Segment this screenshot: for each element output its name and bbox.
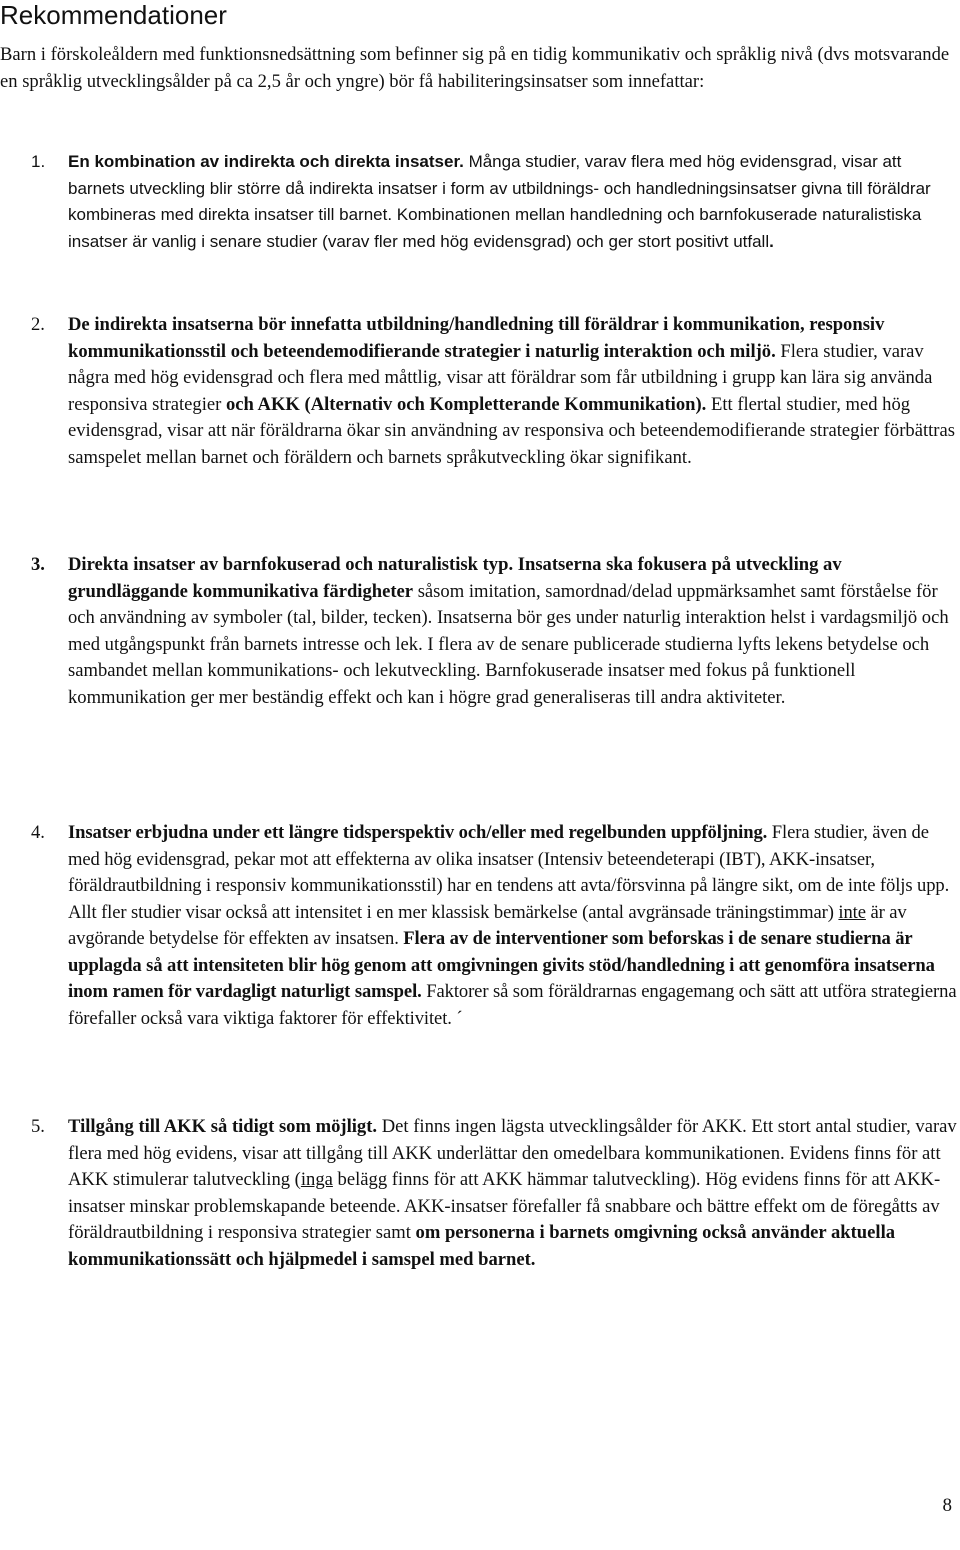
- item-text: [68, 312, 960, 471]
- recommendation-item-3: [0, 552, 960, 711]
- item-number: 4.: [31, 822, 45, 843]
- recommendation-item-1: [0, 149, 960, 255]
- intro-paragraph: Barn i förskoleåldern med funktionsnedsättning som befinner sig på en tidig kommunikativ och språklig nivå (dvs motsvarande en språklig utvecklingsålder på ca 2,5 år och yngre) bör få habiliteringsinsatser som innefattar:: [0, 44, 950, 92]
- item-bold-lead: Tillgång till AKK så tidigt som möjligt.: [68, 1116, 378, 1137]
- item-body-text: såsom imitation, samordnad/delad uppmärksamhet samt förståelse för och användning av symboler (tal, bilder, tecken). Insatserna bör ges under naturlig interaktion helst i vardagsmiljö och med utgångspunkt från barnets intresse och lek. I flera av de senare publicerade studierna lyfts lekens betydelse och sambandet mellan kommunikations- och lekutveckling. Barnfokuserade insatser med fokus på funktionell kommunikation ger mer beständig effekt och kan i högre grad generaliseras till andra aktiviteter.: [68, 580, 949, 708]
- item-trailing-bold: .: [769, 231, 774, 251]
- item-bold-lead: Direkta insatser av barnfokuserad och naturalistisk typ. Insatserna ska fokusera på utveckling av grundläggande kommunikativa färdigheter: [68, 554, 842, 602]
- item-text: [68, 149, 960, 255]
- recommendation-item-2: [0, 312, 960, 471]
- item-body-text: Det finns ingen lägsta utvecklingsålder för AKK. Ett stort antal studier, varav flera med hög evidens, visar att tillgång till AKK underlättar den omedelbara kommunikationen. Evidens finns för att AKK stimulerar talutveckling (: [68, 1116, 957, 1190]
- item-body-text: Ett flertal studier, med hög evidensgrad, visar att när föräldrarna ökar sin användning av responsiva och beteendemodifierande strategier förbättras samspelet mellan barnet och föräldern och barnets språkutveckling ökar signifikant.: [68, 393, 955, 468]
- item-underlined-word: inte: [838, 901, 866, 923]
- item-number: 5.: [31, 1116, 45, 1137]
- recommendation-item-5: [0, 1114, 960, 1273]
- item-text: [68, 552, 960, 711]
- item-bold-mid: Flera av de interventioner som beforskas i de senare studierna är upplagda så att intensiteten blir hög genom att omgivningen givits stöd/handledning i att genomföra insatserna inom ramen för vardagligt naturligt samspel.: [68, 928, 935, 1002]
- item-body-text: belägg finns för att AKK hämmar talutveckling). Hög evidens finns för att AKK-insatser minskar problemskapande beteende. AKK-insatser förefaller få snabbare och bättre effekt om de föregåtts av föräldrautbildning i responsiva strategier samt: [68, 1169, 941, 1243]
- item-bold-lead: Insatser erbjudna under ett längre tidsperspektiv och/eller med regelbunden uppföljning.: [68, 822, 768, 843]
- item-body-text: Faktorer så som föräldrarnas engagemang och sätt att utföra strategierna förefaller också vara viktiga faktorer för effektivitet. ´: [68, 981, 957, 1029]
- item-body-text: är av avgörande betydelse för effekten av insatsen.: [68, 901, 907, 949]
- item-underlined-word: inga: [300, 1169, 333, 1190]
- item-bold-end: om personerna i barnets omgivning också använder aktuella kommunikationssätt och hjälpmedel i samspel med barnet.: [68, 1222, 896, 1270]
- item-number: 1.: [31, 152, 46, 171]
- item-bold-lead: En kombination av indirekta och direkta insatser.: [68, 152, 464, 171]
- item-number: 3.: [31, 554, 45, 575]
- item-body-text: Flera studier, varav några med hög evidensgrad och flera med måttlig, visar att föräldrar som får utbildning i grupp kan lära sig använda responsiva strategier: [68, 340, 933, 415]
- item-bold-lead: De indirekta insatserna bör innefatta utbildning/handledning till föräldrar i kommunikation, responsiv kommunikationsstil och beteendemodifierande strategier i naturlig interaktion och miljö.: [68, 314, 885, 362]
- page-number: 8: [942, 1495, 952, 1516]
- item-text: [68, 1114, 960, 1273]
- item-bold-mid: och AKK (Alternativ och Kompletterande Kommunikation).: [226, 393, 707, 415]
- item-number: 2.: [31, 314, 45, 335]
- item-body-text: Flera studier, även de med hög evidensgrad, pekar mot att effekterna av olika insatser (Intensiv beteendeterapi (IBT), AKK-insatser, föräldrautbildning i responsiv kommunikationsstil) har en tendens att avta/försvinna på längre sikt, om de inte följs upp. Allt fler studier visar också att intensitet i en mer klassisk bemärkelse (antal avgränsade träningstimmar): [68, 822, 950, 923]
- item-body-text: Många studier, varav flera med hög evidensgrad, visar att barnets utveckling blir större då indirekta insatser i form av utbildnings- och handledningsinsatser givna till föräldrar kombineras med direkta insatser till barnet. Kombinationen mellan handledning och barnfokuserade naturalistiska insatser är vanlig i senare studier (varav fler med hög evidensgrad) och ger stort positivt utfall: [68, 152, 931, 251]
- page-title: Rekommendationer: [0, 0, 227, 30]
- recommendation-item-4: [0, 820, 960, 1032]
- item-text: [68, 820, 960, 1032]
